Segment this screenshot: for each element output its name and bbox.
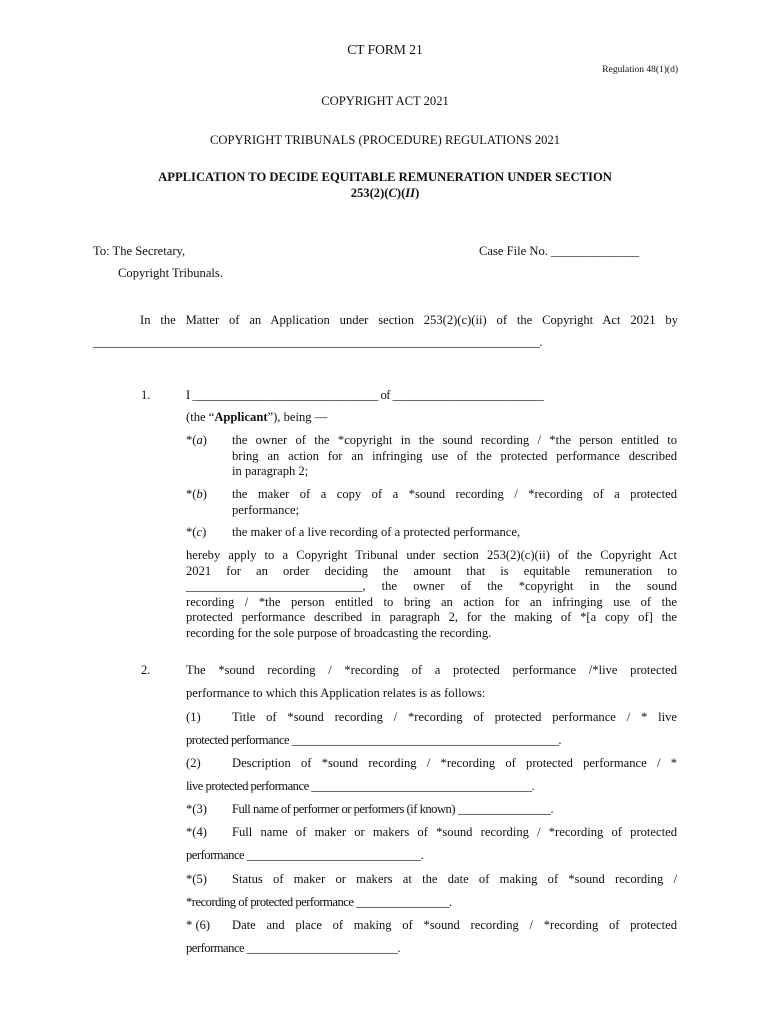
regulation-reference: Regulation 48(1)(d) — [602, 65, 678, 75]
paragraph-1-number: 1. — [141, 388, 151, 402]
item-6-line1: Date and place of making of *sound recording / *recording of protected — [232, 918, 677, 932]
case-file-number: Case File No. ______________ — [479, 244, 640, 258]
item-4-line1: Full name of maker or makers of *sound recording / *recording of protected — [232, 825, 677, 839]
matter-applicant-blank: _____________________________________________________________________________. — [93, 335, 543, 349]
option-b-label: *(b) — [186, 487, 207, 501]
item-2-label: (2) — [186, 756, 201, 770]
item-1-label: (1) — [186, 710, 201, 724]
paragraph-2-intro-line1: The *sound recording / *recording of a protected performance /*live protected — [186, 663, 677, 677]
addressee-tribunals: Copyright Tribunals. — [118, 266, 223, 280]
item-3-line1: Full name of performer or performers (if known) ________________. — [232, 802, 554, 816]
regulations-title: COPYRIGHT TRIBUNALS (PROCEDURE) REGULATIONS 2021 — [209, 133, 561, 147]
item-1-line2: protected performance ______________________________________________. — [186, 733, 562, 747]
item-6-label: * (6) — [186, 918, 211, 932]
applicant-name-address-line: I ________________________________ of __________________________ — [186, 388, 544, 402]
item-4-line2: performance ______________________________. — [186, 848, 424, 862]
item-5-line2: *recording of protected performance ________________. — [186, 895, 452, 909]
item-4-label: *(4) — [186, 825, 207, 839]
applicant-definition: (the “Applicant”), being — — [186, 410, 328, 424]
addressee-secretary: To: The Secretary, — [93, 244, 186, 258]
paragraph-2-number: 2. — [141, 663, 151, 677]
option-a-text: the owner of the *copyright in the sound recording / *the person entitled to bring an action for an infringing use of the protected performance described in paragraph 2; — [232, 433, 677, 478]
item-3-label: *(3) — [186, 802, 207, 816]
application-statement: hereby apply to a Copyright Tribunal under section 253(2)(c)(ii) of the Copyright Act 2021 for an order deciding the amount that is equitable remuneration to ____________________________, the owner of the *copyright in the sound recording / *the person entitled to bring an action for an infringing use of the protected performance described in paragraph 2, for the making of *[a copy of] the recording for the sole purpose of broadcasting the recording. — [186, 548, 677, 640]
item-5-line1: Status of maker or makers at the date of making of *sound recording / — [232, 872, 677, 886]
item-2-line1: Description of *sound recording / *recording of protected performance / * — [232, 756, 677, 770]
paragraph-2-intro-line2: performance to which this Application relates is as follows: — [186, 686, 486, 700]
form-number: CT FORM 21 — [347, 42, 423, 57]
item-2-line2: live protected performance ______________________________________. — [186, 779, 535, 793]
form-title-line1: APPLICATION TO DECIDE EQUITABLE REMUNERATION UNDER SECTION — [158, 170, 612, 184]
item-1-line1: Title of *sound recording / *recording of protected performance / * live — [232, 710, 677, 724]
matter-statement: In the Matter of an Application under section 253(2)(c)(ii) of the Copyright Act 2021 by — [140, 313, 678, 327]
form-title-line2: 253(2)(C)(II) — [350, 186, 420, 200]
option-a-label: *(a) — [186, 433, 207, 447]
item-6-line2: performance __________________________. — [186, 941, 401, 955]
option-c-text: the maker of a live recording of a protected performance, — [232, 525, 521, 539]
option-c-label: *(c) — [186, 525, 207, 539]
act-title: COPYRIGHT ACT 2021 — [321, 94, 449, 108]
item-5-label: *(5) — [186, 872, 207, 886]
option-b-text: the maker of a copy of a *sound recording / *recording of a protected performance; — [232, 487, 677, 517]
